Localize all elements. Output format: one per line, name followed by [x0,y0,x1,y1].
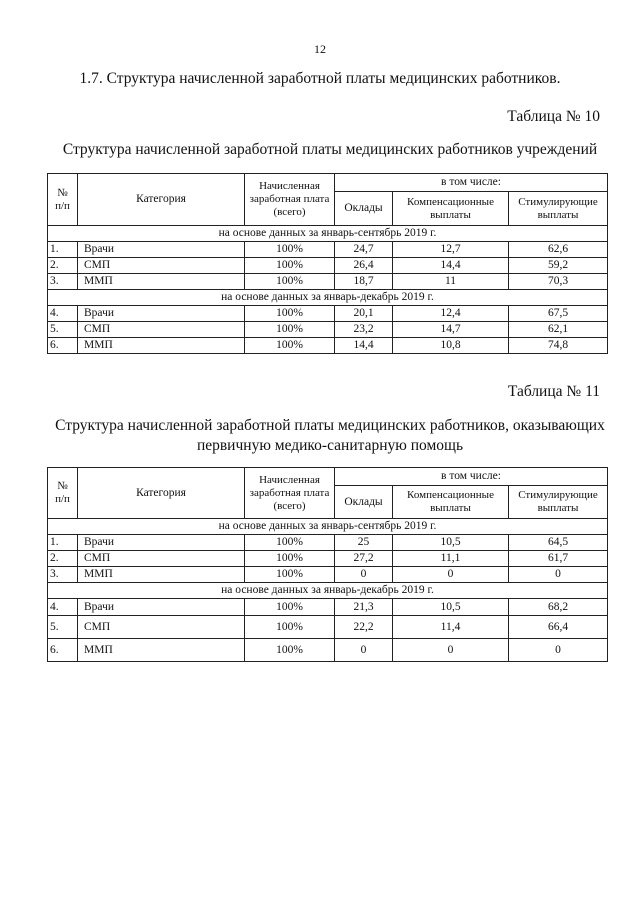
row-stimulating: 62,6 [509,242,608,258]
header-salary: Оклады [335,192,393,226]
row-category: Врачи [78,306,245,322]
row-number: 5. [48,616,78,639]
header-compensation: Компенсационные выплаты [393,192,509,226]
row-salary: 18,7 [335,274,393,290]
row-salary: 14,4 [335,338,393,354]
table-10 [47,173,608,354]
section-caption: на основе данных за январь-сентябрь 2019 г. [48,519,608,535]
row-category: Врачи [78,242,245,258]
row-compensation: 0 [393,639,509,662]
row-number: 3. [48,274,78,290]
row-total: 100% [245,242,335,258]
table-row [48,616,608,639]
row-salary: 23,2 [335,322,393,338]
table-row [48,639,608,662]
row-compensation: 11,1 [393,551,509,567]
row-total: 100% [245,258,335,274]
header-row [48,468,608,486]
header-num: № п/п [48,174,78,226]
header-accrued: Начисленная заработная плата (всего) [245,468,335,519]
row-total: 100% [245,338,335,354]
table-11-label: Таблица № 11 [507,383,600,400]
section-row [48,583,608,599]
row-compensation: 10,5 [393,599,509,616]
row-total: 100% [245,551,335,567]
row-stimulating: 62,1 [509,322,608,338]
row-compensation: 10,8 [393,338,509,354]
row-compensation: 11,4 [393,616,509,639]
row-salary: 0 [335,639,393,662]
table-row [48,274,608,290]
row-total: 100% [245,274,335,290]
row-stimulating: 67,5 [509,306,608,322]
row-total: 100% [245,599,335,616]
row-salary: 0 [335,567,393,583]
row-total: 100% [245,616,335,639]
row-stimulating: 59,2 [509,258,608,274]
table-row [48,599,608,616]
table-11-title: Структура начисленной заработной платы медицинских работников, оказывающих первичную медико-санитарную помощь [55,417,605,454]
row-salary: 26,4 [335,258,393,274]
table-10-label: Таблица № 10 [507,108,600,125]
row-category: СМП [78,551,245,567]
row-compensation: 0 [393,567,509,583]
row-number: 2. [48,258,78,274]
row-category: Врачи [78,599,245,616]
row-total: 100% [245,567,335,583]
row-salary: 27,2 [335,551,393,567]
row-category: ММП [78,274,245,290]
table-row [48,551,608,567]
header-accrued: Начисленная заработная плата (всего) [245,174,335,226]
row-number: 6. [48,338,78,354]
row-category: ММП [78,567,245,583]
row-number: 1. [48,535,78,551]
row-stimulating: 0 [509,567,608,583]
row-category: СМП [78,322,245,338]
row-category: ММП [78,639,245,662]
row-stimulating: 64,5 [509,535,608,551]
row-stimulating: 66,4 [509,616,608,639]
section-row [48,290,608,306]
row-compensation: 11 [393,274,509,290]
row-stimulating: 61,7 [509,551,608,567]
row-salary: 20,1 [335,306,393,322]
row-number: 5. [48,322,78,338]
row-number: 1. [48,242,78,258]
row-category: Врачи [78,535,245,551]
row-total: 100% [245,306,335,322]
section-caption: на основе данных за январь-сентябрь 2019 г. [48,226,608,242]
table-row [48,567,608,583]
row-total: 100% [245,322,335,338]
row-category: СМП [78,258,245,274]
header-num: № п/п [48,468,78,519]
row-stimulating: 70,3 [509,274,608,290]
row-compensation: 12,7 [393,242,509,258]
row-compensation: 14,4 [393,258,509,274]
row-number: 2. [48,551,78,567]
header-including: в том числе: [335,468,608,486]
row-category: ММП [78,338,245,354]
header-including: в том числе: [335,174,608,192]
header-salary: Оклады [335,486,393,519]
row-compensation: 10,5 [393,535,509,551]
row-number: 3. [48,567,78,583]
table-10-title: Структура начисленной заработной платы медицинских работников учреждений [62,141,598,158]
section-heading: 1.7. Структура начисленной заработной платы медицинских работников. [79,70,561,87]
row-number: 4. [48,306,78,322]
row-compensation: 12,4 [393,306,509,322]
row-salary: 21,3 [335,599,393,616]
table-row [48,306,608,322]
row-total: 100% [245,639,335,662]
row-number: 4. [48,599,78,616]
table-row [48,535,608,551]
table-11 [47,467,608,662]
row-stimulating: 74,8 [509,338,608,354]
header-stimulating: Стимулирующие выплаты [509,486,608,519]
page-number: 12 [314,42,326,56]
row-number: 6. [48,639,78,662]
header-category: Категория [78,468,245,519]
row-total: 100% [245,535,335,551]
header-row [48,174,608,192]
row-salary: 24,7 [335,242,393,258]
header-category: Категория [78,174,245,226]
row-category: СМП [78,616,245,639]
table-row [48,338,608,354]
table-row [48,258,608,274]
section-row [48,519,608,535]
section-caption: на основе данных за январь-декабрь 2019 г. [48,290,608,306]
header-stimulating: Стимулирующие выплаты [509,192,608,226]
row-salary: 22,2 [335,616,393,639]
table-row [48,322,608,338]
section-row [48,226,608,242]
table-row [48,242,608,258]
row-salary: 25 [335,535,393,551]
header-compensation: Компенсационные выплаты [393,486,509,519]
row-stimulating: 0 [509,639,608,662]
row-compensation: 14,7 [393,322,509,338]
section-caption: на основе данных за январь-декабрь 2019 г. [48,583,608,599]
row-stimulating: 68,2 [509,599,608,616]
